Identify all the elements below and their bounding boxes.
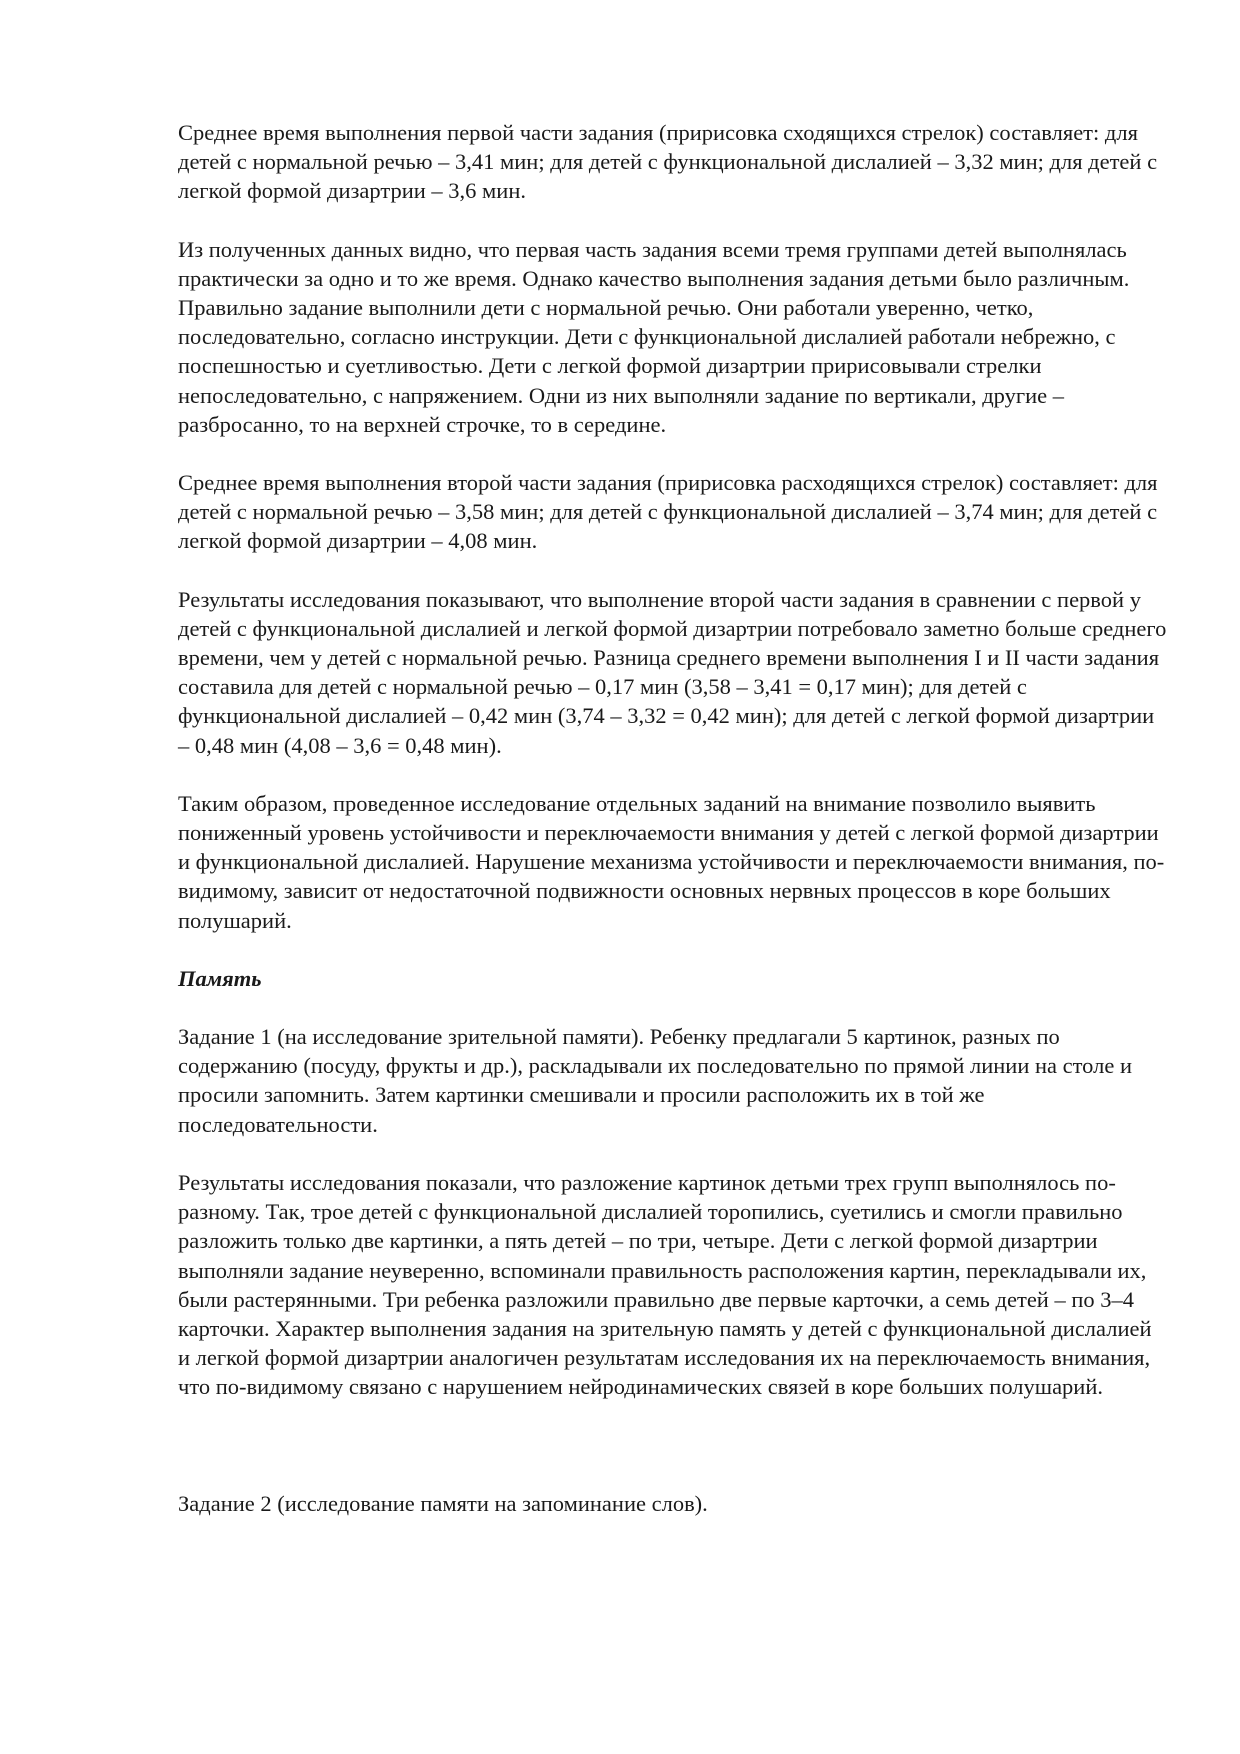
paragraph-attention-conclusion: Таким образом, проведенное исследование отдельных заданий на внимание позволило выявить пониженный уровень устойчивости и переключаемости внимания у детей с легкой формой дизартрии и функциональной дислалией. Нарушение механизма устойчивости и переключаемости внимания, по-видимому, зависит от недостаточной подвижности основных нервных процессов в коре больших полушарий. xyxy=(178,790,1165,933)
paragraph-results-difference: Результаты исследования показывают, что выполнение второй части задания в сравнении с первой у детей с функциональной дислалией и легкой формой дизартрии потребовало заметно больше среднего времени, чем у детей с нормальной речью. Разница среднего времени выполнения I и II части задания составила для детей с нормальной речью – 0,17 мин (3,58 – 3,41 = 0,17 мин); для детей с функциональной дислалией – 0,42 мин (3,74 – 3,32 = 0,42 мин); для детей с легкой формой дизартрии – 0,48 мин (4,08 – 3,6 = 0,48 мин). xyxy=(178,586,1167,758)
paragraph-task-1-results: Результаты исследования показали, что разложение картинок детьми трех групп выполнялось по-разному. Так, трое детей с функциональной дислалией торопились, суетились и смогли правильно разложить только две картинки, а пять детей – по три, четыре. Дети с легкой формой дизартрии выполняли задание неуверенно, вспоминали правильность расположения картин, перекладывали их, были растерянными. Три ребенка разложили правильно две первые карточки, а семь детей – по 3–4 карточки. Характер выполнения задания на зрительную память у детей с функциональной дислалией и легкой формой дизартрии аналогичен результатам исследования их на переключаемость внимания, что по-видимому связано с нарушением нейродинамических связей в коре больших полушарий. xyxy=(178,1169,1152,1400)
document-page xyxy=(178,118,1168,1547)
blank-space xyxy=(178,1431,1168,1489)
paragraph-first-part-time: Среднее время выполнения первой части задания (пририсовка сходящихся стрелок) составляет: для детей с нормальной речью – 3,41 мин; для детей с функциональной дислалией – 3,32 мин; для детей с легкой формой дизартрии – 3,6 мин. xyxy=(178,120,1158,204)
paragraph-task-2: Задание 2 (исследование памяти на запоминание слов). xyxy=(178,1490,708,1516)
section-heading-memory: Память xyxy=(178,965,262,991)
paragraph-first-part-quality: Из полученных данных видно, что первая часть задания всеми тремя группами детей выполнялась практически за одно и то же время. Однако качество выполнения задания детьми было различным. Правильно задание выполнили дети с нормальной речью. Они работали уверенно, четко, последовательно, согласно инструкции. Дети с функциональной дислалией работали небрежно, с поспешностью и суетливостью. Дети с легкой формой дизартрии пририсовывали стрелки непоследовательно, с напряжением. Одни из них выполняли задание по вертикали, другие – разбросанно, то на верхней строчке, то в середине. xyxy=(178,236,1130,437)
paragraph-task-1: Задание 1 (на исследование зрительной памяти). Ребенку предлагали 5 картинок, разных по содержанию (посуду, фрукты и др.), раскладывали их последовательно по прямой линии на столе и просили запомнить. Затем картинки смешивали и просили расположить их в той же последовательности. xyxy=(178,1024,1133,1137)
paragraph-second-part-time: Среднее время выполнения второй части задания (пририсовка расходящихся стрелок) составляет: для детей с нормальной речью – 3,58 мин; для детей с функциональной дислалией – 3,74 мин; для детей с легкой формой дизартрии – 4,08 мин. xyxy=(178,470,1158,554)
